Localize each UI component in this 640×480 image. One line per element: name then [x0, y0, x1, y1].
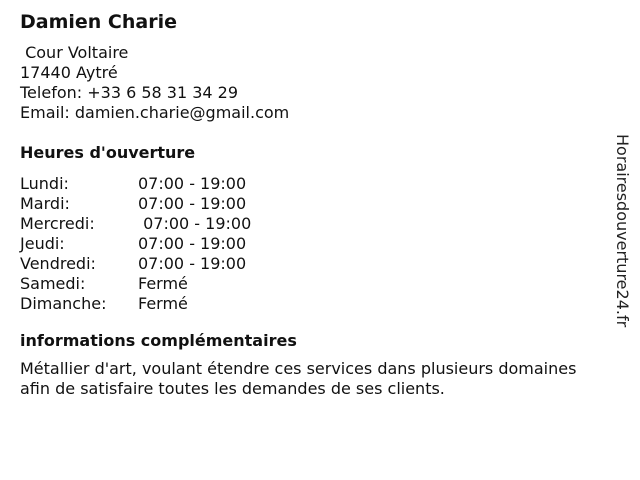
email-line: Email: damien.charie@gmail.com	[20, 103, 290, 122]
hours-row-dimanche	[20, 294, 600, 314]
business-name: Damien Charie	[20, 11, 177, 33]
time-value: 07:00 - 19:00	[138, 254, 247, 273]
opening-hours-table	[20, 174, 600, 314]
day-label: Lundi:	[20, 174, 69, 193]
hours-row-samedi	[20, 274, 600, 294]
day-label: Vendredi:	[20, 254, 96, 273]
day-label: Mercredi:	[20, 214, 95, 233]
additional-info-text: Métallier d'art, voulant étendre ces services dans plusieurs domaines afin de satisfaire toutes les demandes de ses clients.	[20, 359, 577, 398]
hours-row-jeudi	[20, 234, 600, 254]
address-city: 17440 Aytré	[20, 63, 118, 82]
time-value: 07:00 - 19:00	[138, 174, 247, 193]
time-value: 07:00 - 19:00	[138, 214, 252, 233]
time-value: Fermé	[138, 294, 188, 313]
day-label: Mardi:	[20, 194, 70, 213]
hours-row-lundi	[20, 174, 600, 194]
day-label: Samedi:	[20, 274, 86, 293]
time-value: 07:00 - 19:00	[138, 234, 247, 253]
hours-row-mardi	[20, 194, 600, 214]
hours-row-mercredi	[20, 214, 600, 234]
business-card	[20, 10, 600, 399]
address-street: Cour Voltaire	[20, 43, 129, 62]
time-value: 07:00 - 19:00	[138, 194, 247, 213]
day-label: Jeudi:	[20, 234, 65, 253]
contact-block	[20, 43, 600, 123]
time-value: Fermé	[138, 274, 188, 293]
phone-line: Telefon: +33 6 58 31 34 29	[20, 83, 239, 102]
hours-row-vendredi	[20, 254, 600, 274]
opening-hours-heading: Heures d'ouverture	[20, 143, 196, 162]
day-label: Dimanche:	[20, 294, 107, 313]
additional-info-heading: informations complémentaires	[20, 331, 297, 350]
site-watermark: Horairesdouverture24.fr	[613, 134, 632, 328]
